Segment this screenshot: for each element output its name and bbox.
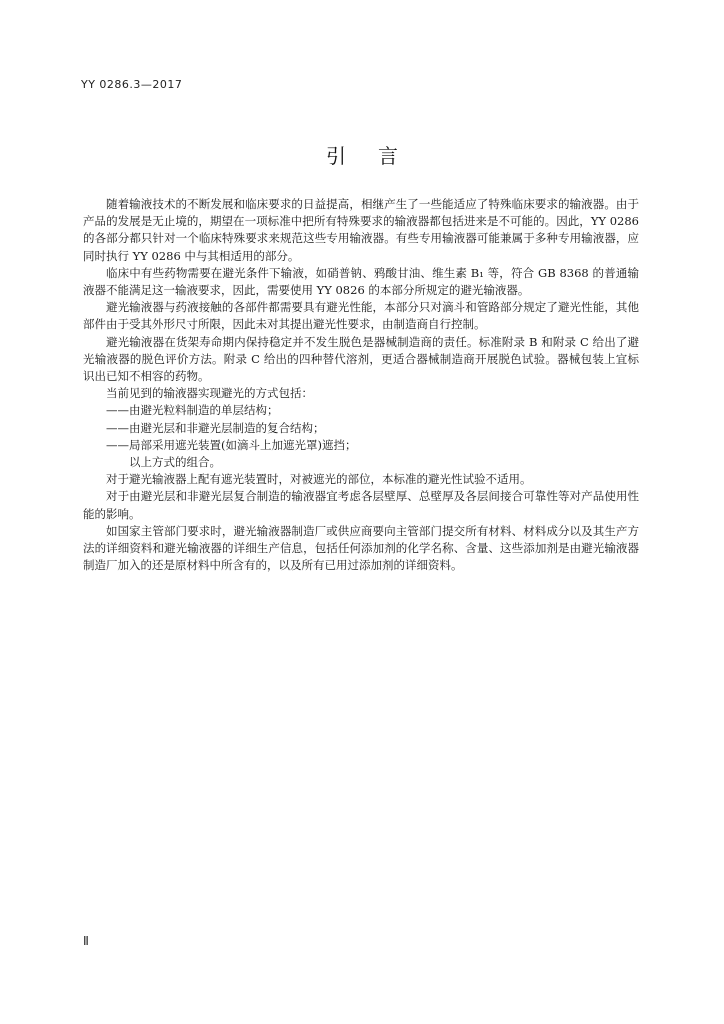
page-title: 引言 — [326, 144, 430, 168]
paragraph: 避光输液器在货架寿命期内保持稳定并不发生脱色是器械制造商的责任。标准附录 B 和附录 C 给出了避光输液器的脱色评价方法。附录 C 给出的四种替代溶剂，更适合器械制造商开展脱色试验。器械包装上宜标识出已知不相容的药物。 — [83, 334, 639, 384]
paragraph: 临床中有些药物需要在避光条件下输液，如硝普钠、鸦酸甘油、维生素 B₁ 等，符合 GB 8368 的普通输液器不能满足这一输液要求，因此，需要使用 YY 0826 的本部分所规定的避光输液器。 — [83, 265, 639, 298]
paragraph: 随着输液技术的不断发展和临床要求的日益提高，相继产生了一些能适应了特殊临床要求的输液器。由于产品的发展是无止境的，期望在一项标准中把所有特殊要求的输液器都包括进来是不可能的。因此，YY 0286 的各部分都只针对一个临床特殊要求来规范这些专用输液器。有些专用输液器可能兼属于多种专用输液器，应同时执行 YY 0286 中与其相适用的部分。 — [83, 197, 639, 263]
page-number: Ⅱ — [83, 934, 89, 948]
list-item: ——由避光层和非避光层制造的复合结构； — [106, 420, 325, 435]
paragraph: 对于由避光层和非避光层复合制造的输液器宜考虑各层壁厚、总壁厚及各层间接合可靠性等对产品使用性能的影响。 — [83, 489, 639, 521]
paragraph: 当前见到的输液器实现避光的方式包括： — [106, 386, 313, 401]
list-item-last: 以上方式的组合。 — [129, 455, 221, 470]
body-text — [83, 196, 639, 574]
paragraph: 对于避光输液器上配有遮光装置时，对被遮光的部位，本标准的避光性试验不适用。 — [106, 472, 532, 487]
list-item: ——由避光粒料制造的单层结构； — [106, 403, 279, 418]
list-item: ——局部采用遮光装置(如滴斗上加遮光罩)遮挡； — [106, 437, 357, 452]
paragraph: 如国家主管部门要求时，避光输液器制造厂或供应商要向主管部门提交所有材料、材料成分以及其生产方法的详细资料和避光输液器的详细生产信息，包括任何添加剂的化学名称、含量、这些添加剂是由避光输液器制造厂加入的还是原材料中所含有的，以及所有已用过添加剂的详细资料。 — [83, 523, 639, 573]
paragraph: 避光输液器与药液接触的各部件都需要具有避光性能，本部分只对滴斗和管路部分规定了避光性能，其他部件由于受其外形尺寸所限，因此未对其提出避光性要求，由制造商自行控制。 — [83, 300, 639, 332]
standard-number: YY 0286.3—2017 — [81, 78, 183, 91]
